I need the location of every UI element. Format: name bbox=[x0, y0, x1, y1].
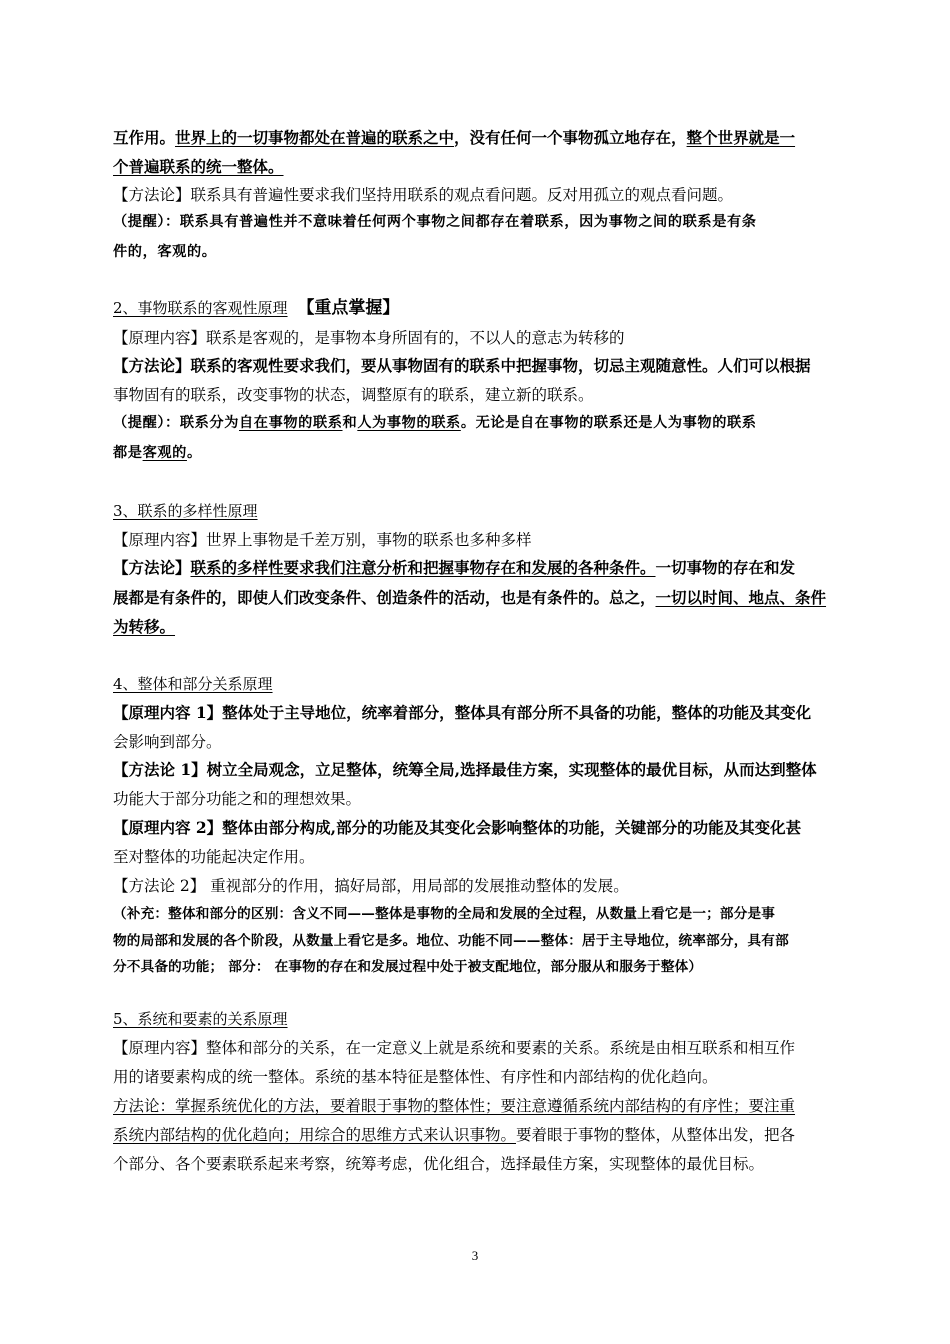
text-span: 用的诸要素构成的统一整体。系统的基本特征是整体性、有序性和内部结构的优化趋向。 bbox=[113, 1068, 718, 1086]
text-line bbox=[113, 1153, 764, 1175]
text-span: 【方法论 1】树立全局观念，立足整体，统筹全局,选择最佳方案，实现整体的最优目标，从而达到整体 bbox=[113, 760, 817, 779]
text-line bbox=[113, 384, 594, 406]
text-line bbox=[113, 156, 284, 178]
text-span: 【方法论】 bbox=[113, 558, 191, 577]
text-line bbox=[113, 846, 315, 868]
text-line bbox=[113, 557, 795, 579]
text-line bbox=[113, 529, 532, 551]
text-span: 物的局部和发展的各个阶段，从数量上看它是多。地位、功能不同——整体：居于主导地位，统率部分，具有部 bbox=[113, 933, 789, 949]
supplement-note bbox=[113, 930, 789, 952]
text-span: 【原理内容】整体和部分的关系，在一定意义上就是系统和要素的关系。系统是由相互联系和相互作 bbox=[113, 1039, 796, 1057]
underlined-text: 人为事物的联系 bbox=[357, 415, 461, 431]
text-span: （补充：整体和部分的区别：含义不同——整体是事物的全局和发展的全过程，从数量上看它是一；部分是事 bbox=[113, 906, 776, 922]
underlined-text: 客观的 bbox=[142, 445, 187, 461]
text-span: 功能大于部分功能之和的理想效果。 bbox=[113, 790, 362, 808]
text-span: 【原理内容】联系是客观的，是事物本身所固有的，不以人的意志为转移的 bbox=[113, 329, 625, 347]
reminder-note bbox=[113, 211, 757, 233]
underlined-text: 为转移。 bbox=[113, 617, 176, 636]
text-span: 会影响到部分。 bbox=[113, 733, 222, 751]
text-line bbox=[113, 731, 222, 753]
section-heading-3 bbox=[113, 500, 258, 522]
text-span: 至对整体的功能起决定作用。 bbox=[113, 848, 315, 866]
text-line bbox=[113, 1066, 718, 1088]
text-span: 分不具备的功能； 部分： 在事物的存在和发展过程中处于被支配地位，部分服从和服务于整体） bbox=[113, 959, 703, 975]
text-span: 个部分、各个要素联系起来考察，统筹考虑，优化组合，选择最佳方案，实现整体的最优目标。 bbox=[113, 1155, 765, 1173]
underlined-text: 一切以时间、地点、条件 bbox=[655, 588, 827, 607]
heading-text: 2、事物联系的客观性原理 bbox=[113, 299, 288, 317]
underlined-text: 方法论：掌握系统优化的方法，要着眼于事物的整体性；要注意遵循系统内部结构的有序性；要注重 bbox=[113, 1097, 796, 1115]
text-line bbox=[113, 1124, 795, 1146]
text-span: 。 bbox=[186, 445, 202, 461]
section-heading-4 bbox=[113, 673, 273, 695]
section-heading-2 bbox=[113, 297, 399, 319]
reminder-note bbox=[113, 412, 757, 434]
underlined-text: 自在事物的联系 bbox=[239, 415, 343, 431]
text-span: 【原理内容 1】整体处于主导地位，统率着部分，整体具有部分所不具备的功能，整体的功能及其变化 bbox=[113, 703, 812, 722]
reminder-note bbox=[113, 241, 217, 263]
supplement-note bbox=[113, 903, 775, 925]
text-span: 互作用。 bbox=[113, 128, 176, 147]
text-span: 【方法论 2】 重视部分的作用，搞好局部，用局部的发展推动整体的发展。 bbox=[113, 877, 629, 895]
text-span: 事物固有的联系，改变事物的状态，调整原有的联系，建立新的联系。 bbox=[113, 386, 594, 404]
page-number: 3 bbox=[471, 1248, 479, 1263]
underlined-text: 整个世界就是一 bbox=[686, 128, 796, 147]
heading-text: 5、系统和要素的关系原理 bbox=[113, 1010, 288, 1028]
text-span: 【方法论】联系的客观性要求我们，要从事物固有的联系中把握事物，切忌主观随意性。人们可以根据 bbox=[113, 356, 811, 375]
heading-text: 4、整体和部分关系原理 bbox=[113, 675, 273, 693]
text-span: 和 bbox=[342, 415, 358, 431]
text-span: 件的，客观的。 bbox=[113, 244, 217, 260]
text-line bbox=[113, 184, 733, 206]
text-line bbox=[113, 1095, 795, 1117]
underlined-text: 个普遍联系的统一整体。 bbox=[113, 157, 284, 176]
text-line bbox=[113, 875, 629, 897]
reminder-note bbox=[113, 442, 202, 464]
underlined-text: 世界上的一切事物都处在普遍的联系之中 bbox=[175, 128, 455, 147]
text-span: 展都是有条件的，即使人们改变条件、创造条件的活动，也是有条件的。总之， bbox=[113, 588, 656, 607]
text-line bbox=[113, 616, 175, 638]
text-span: 【方法论】联系具有普遍性要求我们坚持用联系的观点看问题。反对用孤立的观点看问题。 bbox=[113, 186, 734, 204]
underlined-text: 系统内部结构的优化趋向；用综合的思维方式来认识事物。 bbox=[113, 1126, 517, 1144]
text-line bbox=[113, 327, 625, 349]
text-line bbox=[113, 702, 811, 724]
text-line bbox=[113, 355, 811, 377]
text-line bbox=[113, 788, 361, 810]
text-span: 。无论是自在事物的联系还是人为事物的联系 bbox=[460, 415, 757, 431]
text-span: 【原理内容 2】整体由部分构成,部分的功能及其变化会影响整体的功能，关键部分的功能及其变化甚 bbox=[113, 818, 802, 837]
text-span: （提醒）：联系分为 bbox=[113, 415, 239, 431]
text-span: 都是 bbox=[113, 445, 143, 461]
text-line bbox=[113, 1037, 795, 1059]
heading-text: 3、联系的多样性原理 bbox=[113, 502, 258, 520]
emphasis-tag: 【重点掌握】 bbox=[297, 298, 400, 318]
text-span: 一切事物的存在和发 bbox=[655, 558, 796, 577]
text-span: 【原理内容】世界上事物是千差万别，事物的联系也多种多样 bbox=[113, 531, 532, 549]
text-span: 要着眼于事物的整体，从整体出发，把各 bbox=[516, 1126, 796, 1144]
text-span: （提醒）：联系具有普遍性并不意味着任何两个事物之间都存在着联系，因为事物之间的联系是有条 bbox=[113, 214, 757, 230]
underlined-text: 联系的多样性要求我们注意分析和把握事物存在和发展的各种条件。 bbox=[190, 558, 656, 577]
supplement-note bbox=[113, 956, 702, 978]
text-line bbox=[113, 587, 826, 609]
text-line bbox=[113, 759, 817, 781]
text-span: ，没有任何一个事物孤立地存在， bbox=[454, 128, 687, 147]
section-heading-5 bbox=[113, 1008, 288, 1030]
text-line bbox=[113, 817, 801, 839]
text-line bbox=[113, 127, 795, 149]
